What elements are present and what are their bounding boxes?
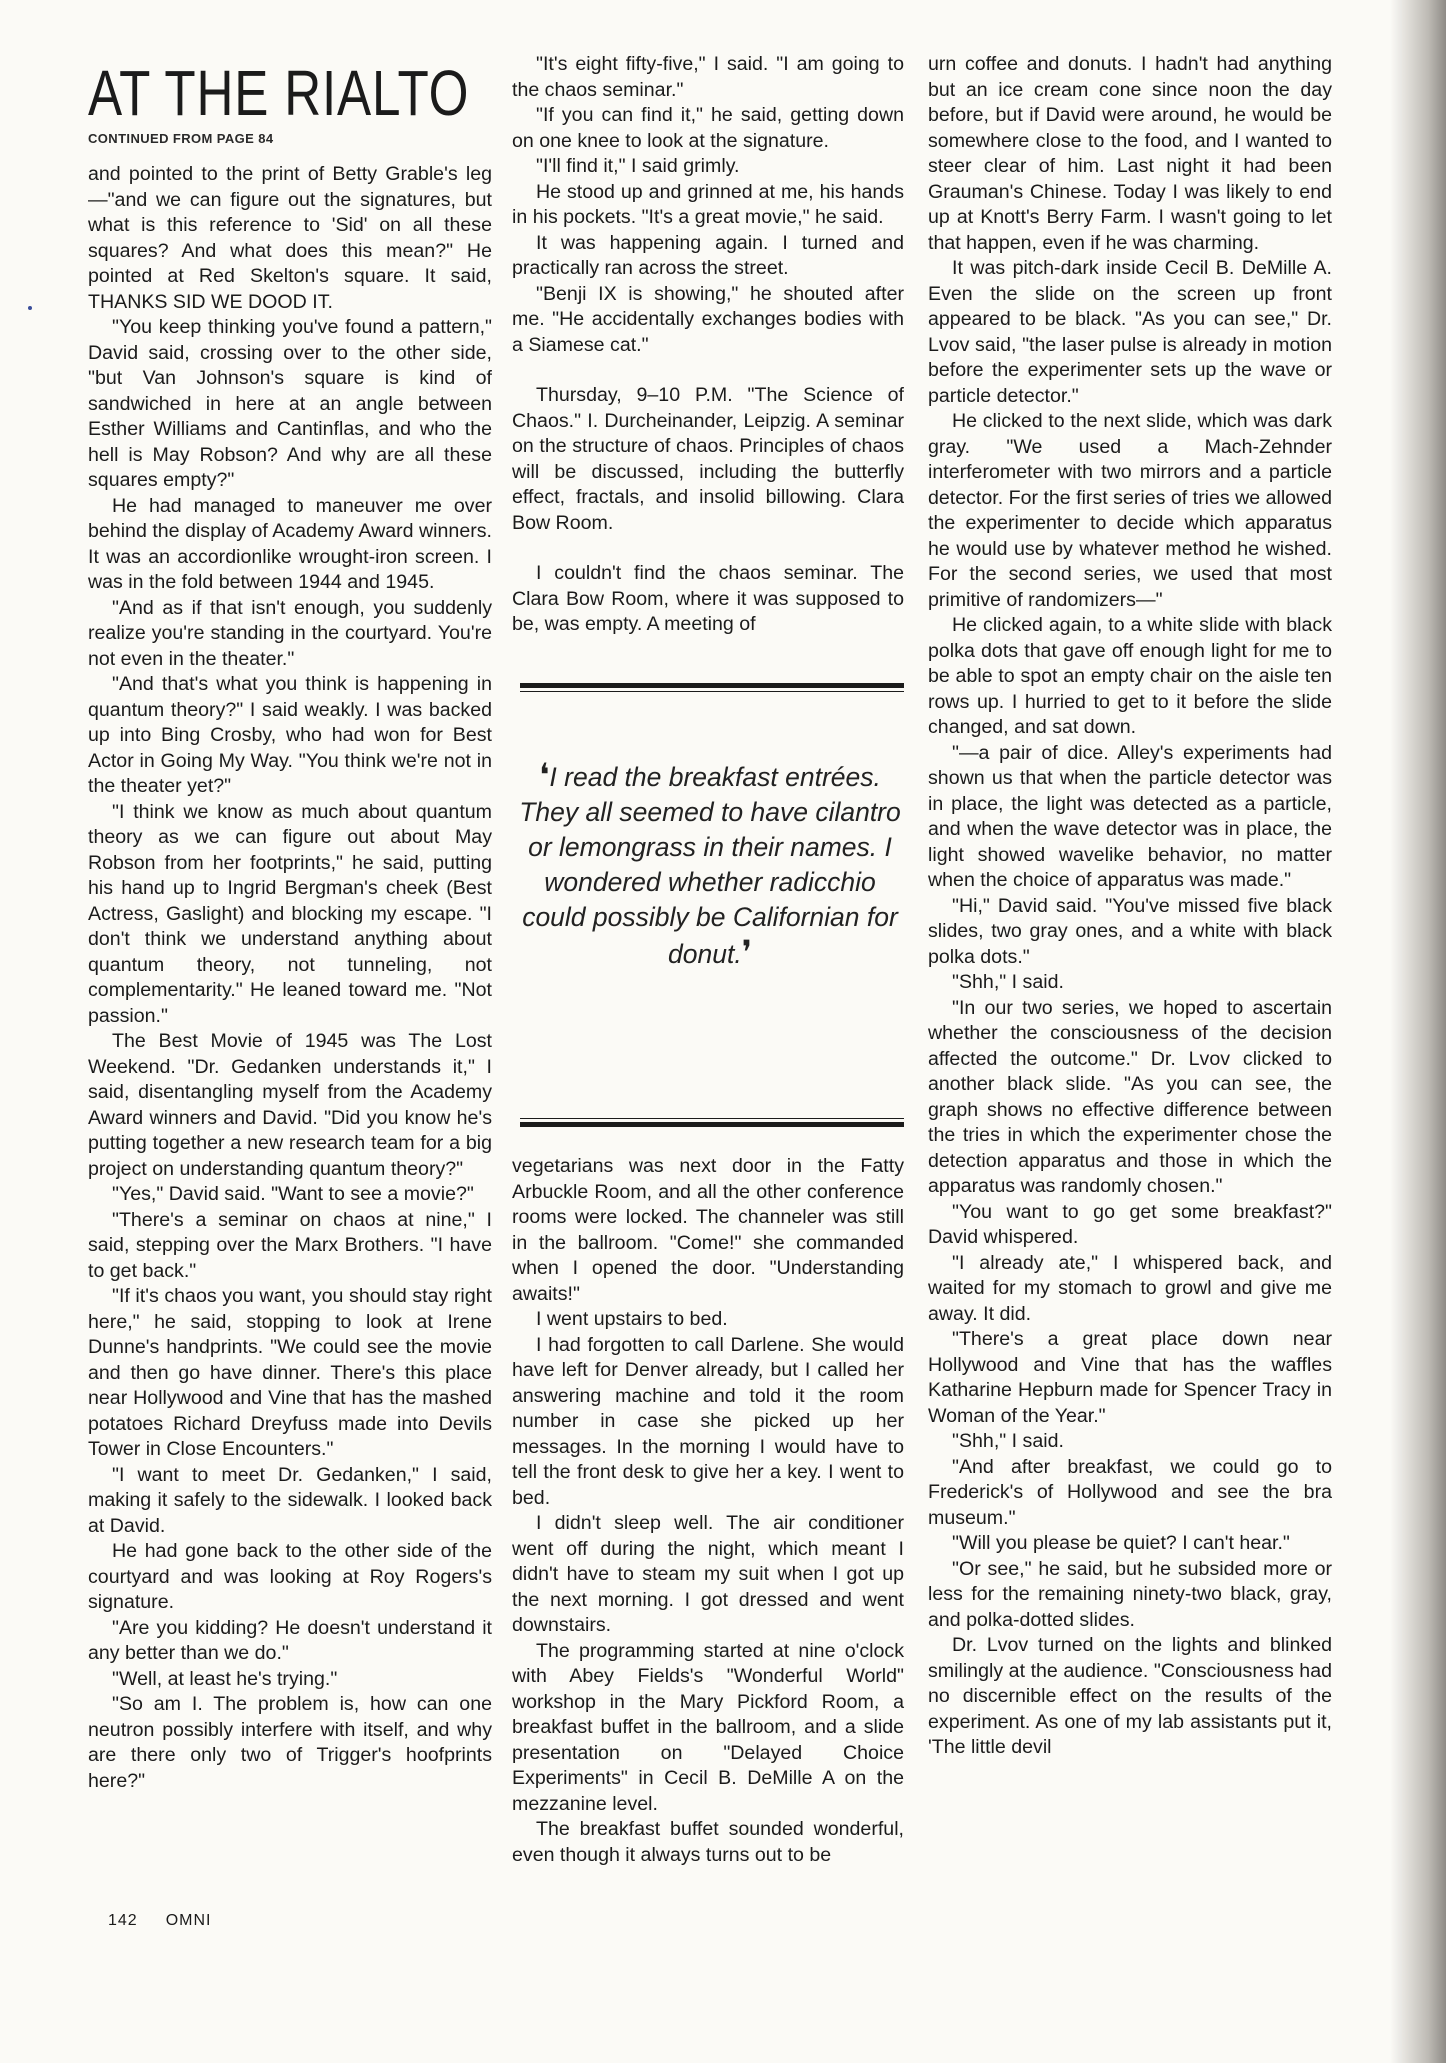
paragraph: "It's eight fifty-five," I said. "I am going to the chaos seminar." [512,53,904,101]
paragraph: The programming started at nine o'clock with Abey Fields's "Wonderful World" workshop in the Mary Pickford Room, a breakfast buffet in the ballroom, and a slide presentation on "Delayed Choice Experiments" in Cecil B. DeMille A on the mezzanine level. [512,1639,904,1815]
paragraph: "Or see," he said, but he subsided more or less for the remaining ninety-two black, gray, and polka-dotted slides. [928,1557,1332,1631]
paragraph: "Yes," David said. "Want to see a movie?" [112,1183,474,1205]
column-3 [928,52,1332,1761]
close-quote-mark: ❜ [741,934,752,970]
paragraph: I didn't sleep well. The air conditioner went off during the night, which meant I didn't have to steam my suit when I got up the next morning. I got dressed and went downstairs. [512,1512,904,1636]
paragraph: and pointed to the print of Betty Grable's leg—"and we can figure out the signatures, but what is this reference to 'Sid' on all these squares? And what does this mean?" He pointed at Red Skelton's square. It said, THANKS SID WE DOOD IT. [88,163,492,313]
pull-quote [518,758,902,972]
paragraph: "And after breakfast, we could go to Frederick's of Hollywood and see the bra museum." [928,1455,1332,1529]
pullquote-rule-top [520,683,904,688]
paragraph: "I want to meet Dr. Gedanken," I said, making it safely to the sidewalk. I looked back at David. [88,1463,492,1537]
paragraph: "And as if that isn't enough, you suddenly realize you're standing in the courtyard. You're not even in the theater." [88,596,492,670]
paragraph: I couldn't find the chaos seminar. The Clara Bow Room, where it was supposed to be, was empty. A meeting of [512,562,904,635]
paragraph: It was happening again. I turned and practically ran across the street. [512,231,904,279]
paragraph: "Will you please be quiet? I can't hear." [952,1532,1290,1554]
paragraph: "Shh," I said. [952,1430,1064,1452]
paragraph: urn coffee and donuts. I hadn't had anything but an ice cream cone since noon the day before, but if David were around, he would be somewhere close to the food, and I wanted to steer clear of him. Last night it had been Grauman's Chinese. Today I was likely to end up at Knott's Berry Farm. I wasn't going to let that happen, even if he was charming. [928,53,1332,254]
paragraph: He had managed to maneuver me over behind the display of Academy Award winners. It was an accordionlike wrought-iron screen. I was in the fold between 1944 and 1945. [88,494,492,593]
column-2-bottom [512,1154,904,1868]
paragraph: The Best Movie of 1945 was The Lost Weekend. "Dr. Gedanken understands it," I said, disentangling myself from the Academy Award winners and David. "Did you know he's putting together a new research team for a big project on understanding quantum theory?" [88,1030,492,1180]
ink-speck [28,306,32,310]
section-title: AT THE RIALTO [88,57,470,129]
pullquote-rule-bottom [520,1122,904,1127]
pullquote-rule-bottom-thin [520,1118,904,1119]
paragraph: Dr. Lvov turned on the lights and blinked smilingly at the audience. "Consciousness had no discernible effect on the results of the experiment. As one of my lab assistants put it, 'The little devil [928,1634,1332,1758]
continued-line: CONTINUED FROM PAGE 84 [88,131,274,146]
paragraph: He had gone back to the other side of the courtyard and was looking at Roy Rogers's signature. [88,1540,492,1613]
paragraph: "I'll find it," I said grimly. [536,155,740,177]
pull-quote-text: I read the breakfast entrées. They all seemed to have cilantro or lemongrass in their names. I wondered whether radicchio could possibly be Californian for donut. [519,762,901,969]
column-2-top [512,52,904,638]
paragraph: "Hi," David said. "You've missed five black slides, two gray ones, and a white with black polka dots." [928,894,1332,968]
paragraph: I went upstairs to bed. [536,1308,728,1330]
page-gutter-fade [1390,0,1402,2063]
magazine-name: OMNI [165,1912,212,1929]
open-quote-mark: ❛ [539,757,550,793]
paragraph: It was pitch-dark inside Cecil B. DeMille A. Even the slide on the screen up front appeared to be black. "As you can see," Dr. Lvov said, "the laser pulse is already in motion before the experimenter sets up the wave or particle detector." [928,257,1332,407]
paragraph: The breakfast buffet sounded wonderful, even though it always turns out to be [512,1818,904,1866]
paragraph: "You keep thinking you've found a pattern," David said, crossing over to the other side, "but Van Johnson's square is kind of sandwiched in here at an angle between Esther Williams and Cantinflas, and who the hell is May Robson? And why are all these squares empty?" [88,316,492,491]
paragraph: "I think we know as much about quantum theory as we can figure out about May Robson from her footprints," he said, putting his hand up to Ingrid Bergman's cheek (Best Actress, Gaslight) and blocking my escape. "I don't think we understand anything about quantum theory, not tunneling, not complementarity." He leaned toward me. "Not passion." [88,800,492,1027]
schedule-entry: Thursday, 9–10 P.M. "The Science of Chaos." I. Durcheinander, Leipzig. A seminar on the structure of chaos. Principles of chaos will be discussed, including the butterfly effect, fractals, and insolid billowing. Clara Bow Room. [512,384,904,534]
paragraph: "If it's chaos you want, you should stay right here," he said, stopping to look at Irene Dunne's handprints. "We could see the movie and then go have dinner. There's this place near Hollywood and Vine that has the mashed potatoes Richard Dreyfuss made into Devils Tower in Close Encounters." [88,1285,492,1460]
paragraph: "There's a seminar on chaos at nine," I said, stepping over the Marx Brothers. "I have to get back." [88,1208,492,1282]
paragraph: He clicked to the next slide, which was dark gray. "We used a Mach-Zehnder interferometer with two mirrors and a particle detector. For the first series of tries we allowed the experimenter to decide which apparatus he would use by whatever method he wished. For the second series, we used that most primitive of randomizers—" [928,410,1333,611]
page-gutter-shadow [1402,0,1446,2063]
paragraph: He clicked again, to a white slide with black polka dots that gave off enough light for me to be able to spot an empty chair on the aisle ten rows up. I hurried to get to it before the slide changed, and sat down. [928,614,1332,738]
paragraph: "So am I. The problem is, how can one neutron possibly interfere with itself, and why are there only two of Trigger's hoofprints here?" [88,1693,492,1792]
paragraph: "And that's what you think is happening in quantum theory?" I said weakly. I was backed up into Bing Crosby, who had won for Best Actor in Going My Way. "You think we're not in the theater yet?" [88,673,492,797]
paragraph: "I already ate," I whispered back, and waited for my stomach to growl and give me away. It did. [928,1251,1332,1325]
paragraph: "Benji IX is showing," he shouted after me. "He accidentally exchanges bodies with a Siamese cat." [512,282,904,356]
page-number: 142 [108,1912,138,1929]
paragraph: "You want to go get some breakfast?" David whispered. [928,1200,1332,1248]
page-footer [108,1912,239,1930]
column-1 [88,162,492,1794]
pullquote-rule-top-thin [520,691,904,692]
paragraph: "There's a great place down near Hollywood and Vine that has the waffles Katharine Hepburn made for Spencer Tracy in Woman of the Year." [928,1328,1332,1427]
paragraph: "Shh," I said. [952,971,1064,993]
paragraph: I had forgotten to call Darlene. She would have left for Denver already, but I called her answering machine and told it the room number in case she picked up her messages. In the morning I would have to tell the front desk to give her a key. I went to bed. [512,1333,904,1509]
paragraph: "If you can find it," he said, getting down on one knee to look at the signature. [512,104,904,152]
paragraph: "In our two series, we hoped to ascertain whether the consciousness of the decision affected the outcome." Dr. Lvov clicked to another black slide. "As you can see, the graph shows no effective difference between the tries in which the experimenter chose the detection apparatus and those in which the apparatus was randomly chosen." [928,996,1332,1197]
paragraph: He stood up and grinned at me, his hands in his pockets. "It's a great movie," he said. [512,180,904,228]
paragraph: vegetarians was next door in the Fatty Arbuckle Room, and all the other conference rooms were locked. The channeler was still in the ballroom. "Come!" she commanded when I opened the door. "Understanding awaits!" [512,1155,904,1305]
paragraph: "Well, at least he's trying." [112,1667,338,1690]
paragraph: "—a pair of dice. Alley's experiments had shown us that when the particle detector was in place, the light was detected as a particle, and when the wave detector was in place, the light showed wavelike behavior, no matter when the choice of apparatus was made." [928,741,1332,891]
paragraph: "Are you kidding? He doesn't understand it any better than we do." [88,1616,492,1664]
